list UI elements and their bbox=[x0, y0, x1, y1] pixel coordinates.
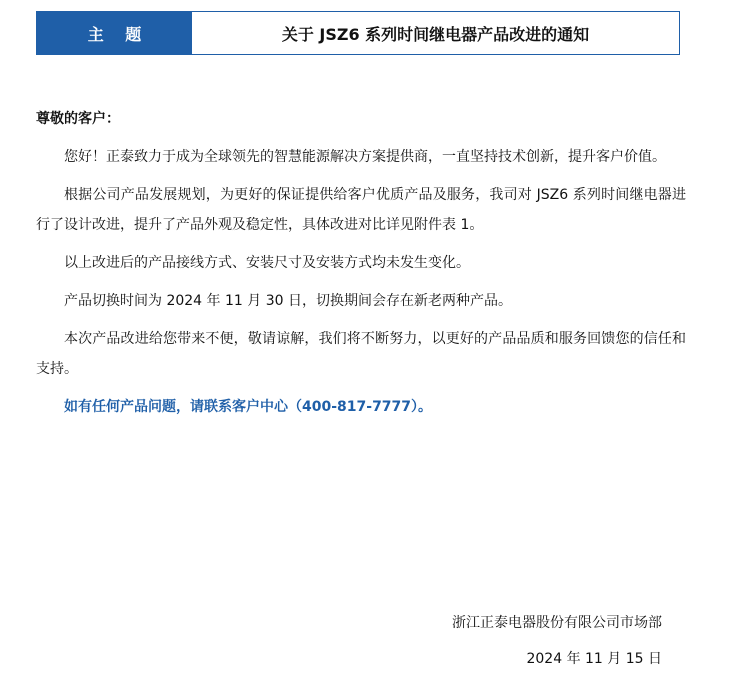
subject-label: 主 题 bbox=[37, 12, 192, 54]
paragraph-switch-date: 产品切换时间为 2024 年 11 月 30 日，切换期间会存在新老两种产品。 bbox=[64, 293, 512, 309]
letter-body bbox=[36, 104, 686, 422]
paragraph-unchanged: 以上改进后的产品接线方式、安装尺寸及安装方式均未发生变化。 bbox=[64, 255, 470, 271]
subject-title: 关于 JSZ6 系列时间继电器产品改进的通知 bbox=[281, 24, 590, 44]
signature-company: 浙江正泰电器股份有限公司市场部 bbox=[452, 615, 662, 631]
signature-date: 2024 年 11 月 15 日 bbox=[526, 651, 662, 667]
paragraph-improvement: 根据公司产品发展规划，为更好的保证提供给客户优质产品及服务，我司对 JSZ6 系列时间继电器进行了设计改进，提升了产品外观及稳定性，具体改进对比详见附件表 1。 bbox=[36, 187, 686, 233]
contact-line: 如有任何产品问题，请联系客户中心（400-817-7777）。 bbox=[64, 399, 433, 415]
paragraph-intro: 您好！正泰致力于成为全球领先的智慧能源解决方案提供商，一直坚持技术创新，提升客户价值。 bbox=[64, 149, 666, 165]
greeting: 尊敬的客户： bbox=[36, 111, 120, 127]
subject-header bbox=[36, 11, 680, 55]
paragraph-apology: 本次产品改进给您带来不便，敬请谅解，我们将不断努力，以更好的产品品质和服务回馈您的信任和支持。 bbox=[36, 331, 686, 377]
signature-block bbox=[452, 605, 662, 677]
